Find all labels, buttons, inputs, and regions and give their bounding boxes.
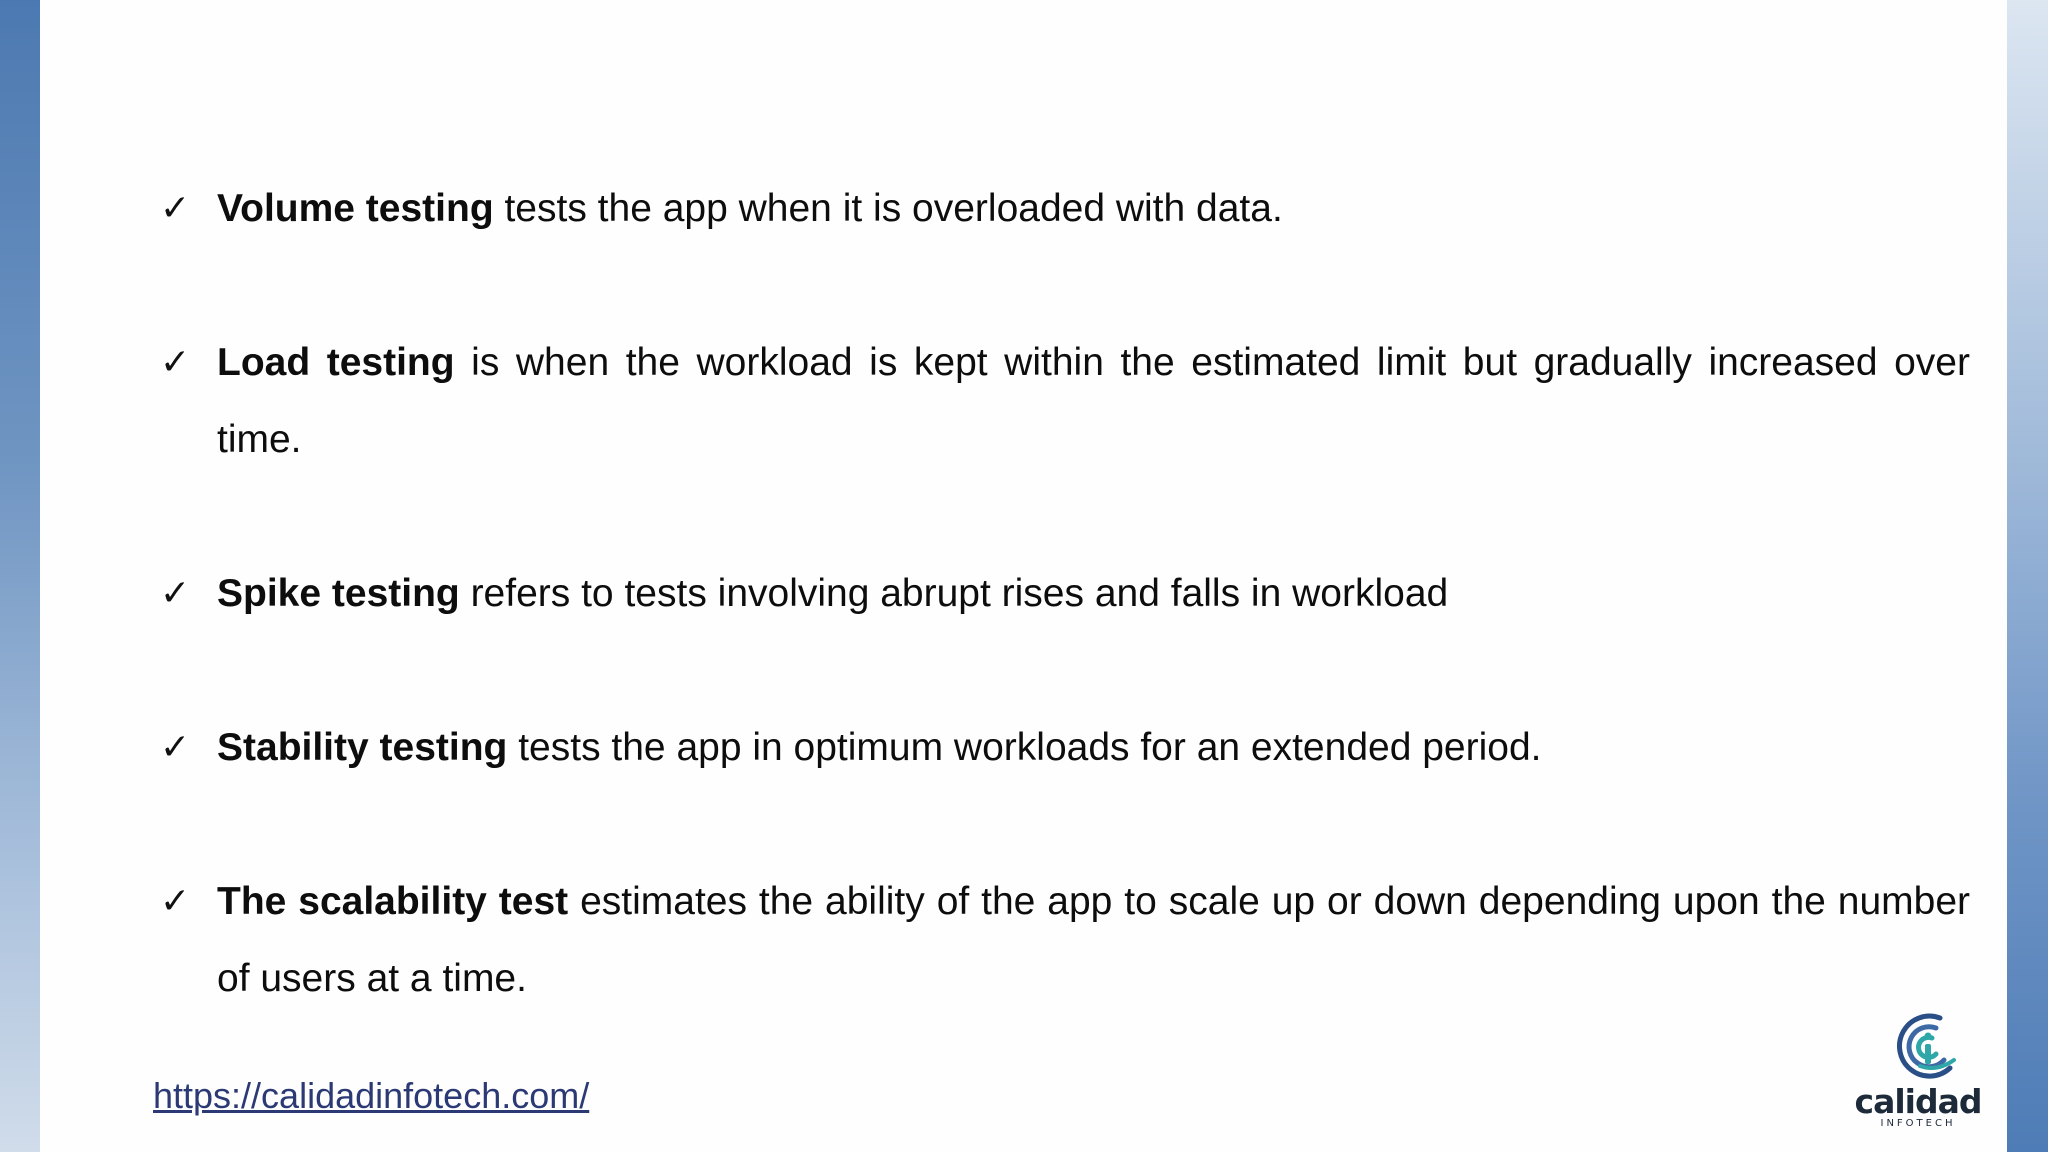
website-link[interactable]: https://calidadinfotech.com/	[153, 1075, 590, 1116]
bullet-term: Stability testing	[217, 726, 508, 769]
bullet-load-testing	[160, 324, 1970, 478]
bullet-term: The scalability test	[217, 880, 569, 923]
checkmark-icon: ✓	[160, 573, 191, 614]
checkmark-icon: ✓	[160, 727, 191, 768]
bullet-volume-testing	[160, 170, 1970, 247]
bullet-text: estimates the ability of the app to scale up or down depending upon the number of users at a time.	[217, 880, 1970, 1000]
bullet-text: is when the workload is kept within the estimated limit but gradually increased over time.	[217, 341, 1970, 461]
checkmark-icon: ✓	[160, 342, 191, 383]
bullet-spike-testing	[160, 555, 1970, 632]
bullet-text: tests the app when it is overloaded with data.	[493, 187, 1283, 230]
left-accent-bar	[0, 0, 40, 1152]
bullet-list	[160, 170, 1970, 1017]
bullet-scalability-test	[160, 863, 1970, 1017]
bullet-term: Spike testing	[217, 572, 460, 615]
bullet-term: Load testing	[217, 341, 455, 384]
right-accent-bar	[2007, 0, 2048, 1152]
checkmark-icon: ✓	[160, 188, 191, 229]
bullet-term: Volume testing	[217, 187, 494, 230]
bullet-text: tests the app in optimum workloads for an extended period.	[507, 726, 1542, 769]
bullet-stability-testing	[160, 709, 1970, 786]
calidad-logo	[1852, 1010, 1984, 1130]
logo-wordmark: calidad	[1854, 1082, 1982, 1121]
bullet-text: refers to tests involving abrupt rises and falls in workload	[459, 572, 1449, 615]
calidad-logo-icon	[1892, 1010, 1962, 1082]
logo-subtitle: INFOTECH	[1880, 1118, 1956, 1129]
checkmark-icon: ✓	[160, 881, 191, 922]
